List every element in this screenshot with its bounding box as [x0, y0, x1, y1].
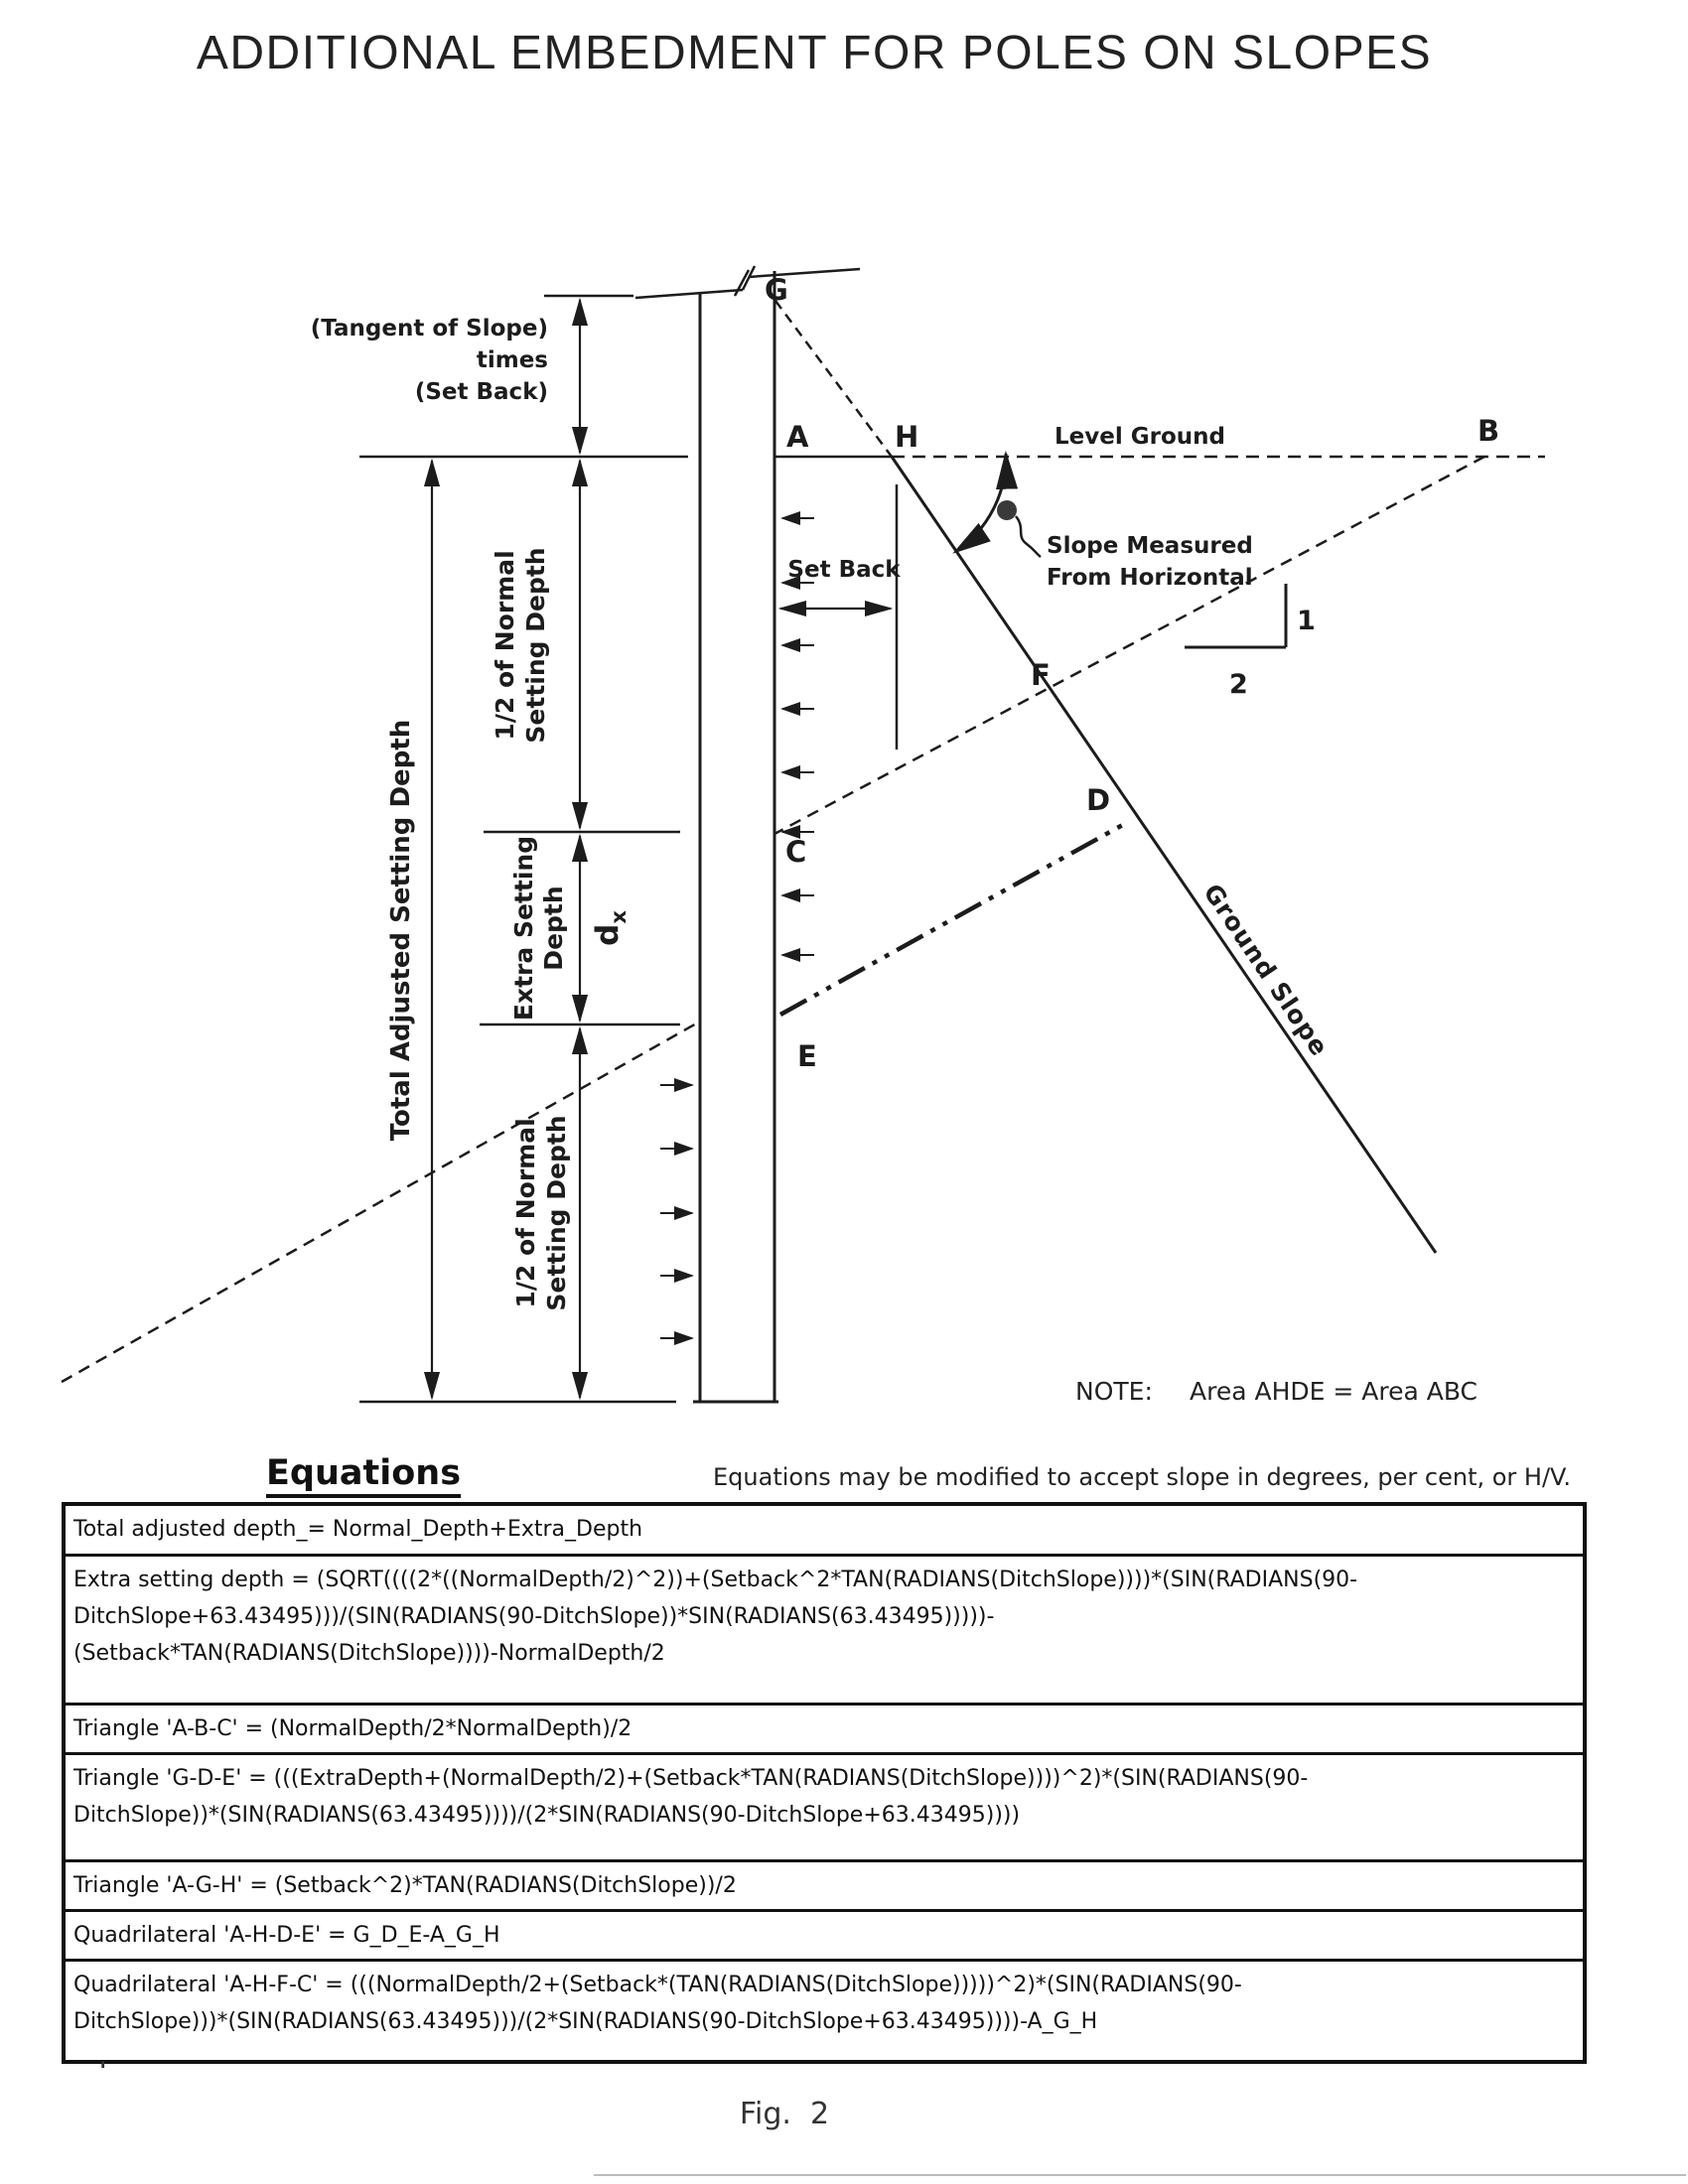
equation-line: Total adjusted depth_= Normal_Depth+Extra_Depth	[73, 1517, 643, 1542]
pole	[635, 266, 860, 1402]
equation-line: Triangle 'G-D-E' = (((ExtraDepth+(NormalDepth/2)+(Setback*TAN(RADIANS(DitchSlope))))^2)*(SIN(RADIANS(90-	[73, 1766, 1309, 1791]
equation-line: Extra setting depth = (SQRT((((2*((NormalDepth/2)^2))+(Setback^2*TAN(RADIANS(DitchSlope))))*(SIN(RADIANS(90-	[73, 1568, 1358, 1592]
note-prefix: NOTE:	[1075, 1377, 1153, 1406]
point-label-g: G	[765, 273, 788, 307]
pole-break-icon	[635, 266, 860, 298]
equation-row	[66, 1554, 1583, 1703]
point-label-b: B	[1477, 414, 1500, 448]
equation-row	[66, 1859, 1583, 1909]
soil-arrows-left	[660, 1085, 692, 1338]
slope-ratio-indicator	[1185, 584, 1286, 647]
equation-line: DitchSlope))*(SIN(RADIANS(63.43495))))/(2*SIN(RADIANS(90-DitchSlope+63.43495))))	[73, 1803, 1021, 1828]
ratio-run-label: 2	[1229, 669, 1248, 700]
slope-angle-arc	[955, 454, 1006, 552]
total-adjusted-label: Total Adjusted Setting Depth	[386, 719, 416, 1142]
equation-row	[66, 1909, 1583, 1959]
lower-left-dashed-line	[62, 1023, 698, 1382]
dx-label	[590, 910, 631, 946]
set-back-label: Set Back	[787, 557, 901, 583]
tangent-label-line2: times	[476, 347, 548, 373]
tangent-label-line1: (Tangent of Slope)	[310, 316, 548, 341]
equation-line: Quadrilateral 'A-H-F-C' = (((NormalDepth/2+(Setback*(TAN(RADIANS(DitchSlope)))))^2)*(SIN(RADIANS(90-	[73, 1973, 1242, 1997]
dx-label-sub: x	[607, 910, 631, 924]
extra-setting-label-line1: Extra Setting	[509, 835, 538, 1022]
point-label-f: F	[1031, 658, 1051, 692]
equations-heading: Equations	[266, 1453, 461, 1498]
slope-measured-label-line1: Slope Measured	[1047, 533, 1253, 559]
equation-row	[66, 1752, 1583, 1859]
slope-angle-dot-icon	[997, 500, 1017, 520]
scan-stray-mark: '	[99, 2057, 107, 2085]
b-c-dashed-line	[774, 457, 1484, 834]
equation-line: Quadrilateral 'A-H-D-E' = G_D_E-A_G_H	[73, 1923, 500, 1948]
extra-setting-label-line2: Depth	[539, 886, 568, 971]
half-normal-lower-label-line2: Setting Depth	[542, 1115, 571, 1311]
note-body: Area AHDE = Area ABC	[1190, 1377, 1478, 1406]
point-label-e: E	[797, 1039, 817, 1073]
scan-edge-artifact	[594, 2174, 1686, 2176]
point-label-d: D	[1086, 783, 1111, 817]
e-d-dashdot-line	[780, 822, 1128, 1015]
equation-line: DitchSlope)))*(SIN(RADIANS(63.43495)))/(2*SIN(RADIANS(90-DitchSlope+63.43495))))-A_G_H	[73, 2009, 1098, 2034]
slope-measured-label-line2: From Horizontal	[1047, 565, 1253, 591]
tangent-label-line3: (Set Back)	[414, 379, 548, 405]
equation-line: DitchSlope+63.43495)))/(SIN(RADIANS(90-DitchSlope))*SIN(RADIANS(63.43495)))))-	[73, 1604, 995, 1629]
equations-table	[62, 1502, 1587, 2064]
point-label-h: H	[895, 420, 919, 454]
point-label-c: C	[785, 835, 807, 869]
ground-slope-label: Ground Slope	[1197, 879, 1335, 1062]
half-normal-upper-label-line1: 1/2 of Normal	[491, 550, 519, 741]
leader-squiggle	[1016, 516, 1041, 557]
equation-line: Triangle 'A-B-C' = (NormalDepth/2*NormalDepth)/2	[73, 1716, 633, 1741]
page-title: ADDITIONAL EMBEDMENT FOR POLES ON SLOPES	[196, 27, 1433, 79]
level-ground-label: Level Ground	[1055, 424, 1225, 450]
half-normal-upper-label-line2: Setting Depth	[521, 547, 550, 744]
dx-label-main: d	[590, 923, 626, 946]
half-normal-lower-label-line1: 1/2 of Normal	[511, 1118, 540, 1308]
soil-arrows-right	[782, 518, 814, 955]
point-label-a: A	[786, 420, 809, 454]
figure-caption: Fig. 2	[739, 2097, 830, 2131]
equation-row	[66, 1703, 1583, 1752]
equations-subnote: Equations may be modified to accept slope in degrees, per cent, or H/V.	[713, 1463, 1571, 1491]
equation-row	[66, 1959, 1583, 2042]
equation-line: Triangle 'A-G-H' = (Setback^2)*TAN(RADIANS(DitchSlope))/2	[73, 1873, 737, 1898]
ratio-rise-label: 1	[1297, 606, 1316, 636]
equation-line: (Setback*TAN(RADIANS(DitchSlope))))-NormalDepth/2	[73, 1641, 665, 1666]
equation-row	[66, 1506, 1583, 1554]
